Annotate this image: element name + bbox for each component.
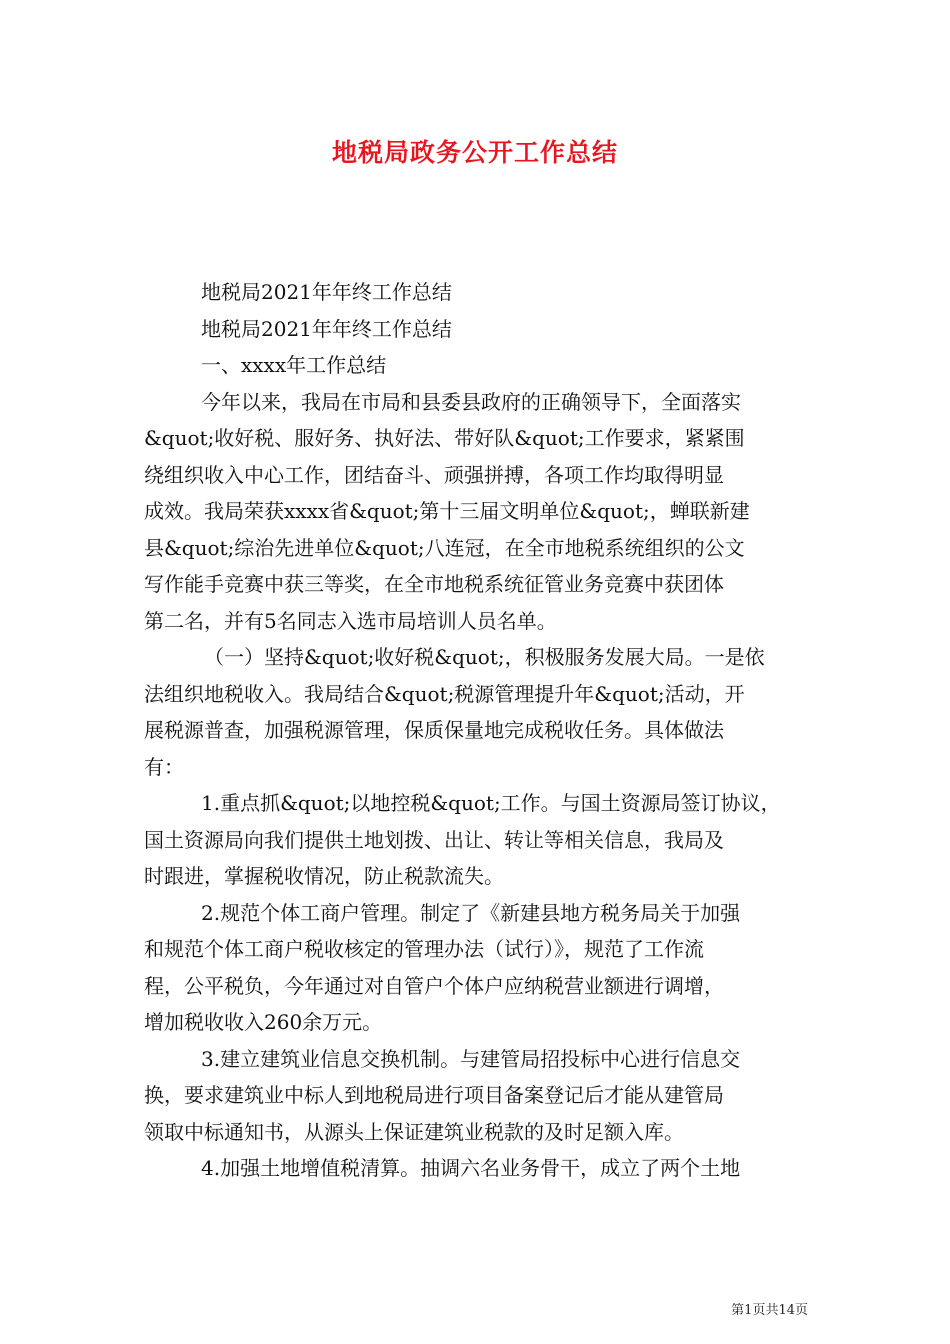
paragraph-line: 增加税收收入260余万元。	[144, 1010, 383, 1034]
paragraph-line: &quot;收好税、服好务、执好法、带好队&quot;工作要求，紧紧围	[144, 426, 745, 450]
paragraph-line: 国土资源局向我们提供土地划拨、出让、转让等相关信息，我局及	[144, 827, 724, 852]
paragraph-line: 县&quot;综治先进单位&quot;八连冠，在全市地税系统组织的公文	[144, 535, 745, 560]
paragraph-line: 写作能手竞赛中获三等奖，在全市地税系统征管业务竞赛中获团体	[144, 572, 724, 596]
paragraph-line: 地税局2021年年终工作总结	[201, 280, 452, 304]
paragraph-line: 法组织地税收入。我局结合&quot;税源管理提升年&quot;活动，开	[144, 681, 745, 706]
paragraph-line: 领取中标通知书，从源头上保证建筑业税款的及时足额入库。	[144, 1119, 684, 1144]
paragraph-line: 1.重点抓&quot;以地控税&quot;工作。与国土资源局签订协议，	[201, 791, 781, 815]
paragraph-line: 地税局2021年年终工作总结	[201, 316, 452, 341]
paragraph-line: 第二名，并有5名同志入选市局培训人员名单。	[144, 608, 557, 633]
paragraph-line: 换，要求建筑业中标人到地税局进行项目备案登记后才能从建管局	[144, 1083, 724, 1107]
paragraph-line: 时跟进，掌握税收情况，防止税款流失。	[144, 864, 504, 888]
paragraph-line: 2.规范个体工商户管理。制定了《新建县地方税务局关于加强	[201, 900, 741, 925]
page-number: 第1页共14页	[731, 1303, 808, 1318]
paragraph-line: （一）坚持&quot;收好税&quot;，积极服务发展大局。一是依	[204, 645, 765, 669]
paragraph-line: 一、xxxx年工作总结	[201, 353, 387, 377]
document-title: 地税局政务公开工作总结	[331, 138, 618, 167]
document-body	[144, 274, 809, 1187]
paragraph-line: 3.建立建筑业信息交换机制。与建管局招投标中心进行信息交	[201, 1046, 741, 1071]
paragraph-line: 有：	[144, 754, 184, 779]
paragraph-line: 展税源普查，加强税源管理，保质保量地完成税收任务。具体做法	[144, 718, 724, 742]
paragraph-line: 和规范个体工商户税收核定的管理办法（试行）》，规范了工作流	[144, 937, 704, 961]
paragraph-line: 成效。我局荣获xxxx省&quot;第十三届文明单位&quot;，蝉联新建	[144, 499, 750, 523]
paragraph-line: 4.加强土地增值税清算。抽调六名业务骨干，成立了两个土地	[201, 1156, 741, 1180]
paragraph-line: 程，公平税负，今年通过对自管户个体户应纳税营业额进行调增，	[144, 973, 724, 998]
paragraph-line: 今年以来，我局在市局和县委县政府的正确领导下，全面落实	[201, 389, 741, 414]
paragraph-line: 绕组织收入中心工作，团结奋斗、顽强拼搏，各项工作均取得明显	[144, 462, 724, 487]
